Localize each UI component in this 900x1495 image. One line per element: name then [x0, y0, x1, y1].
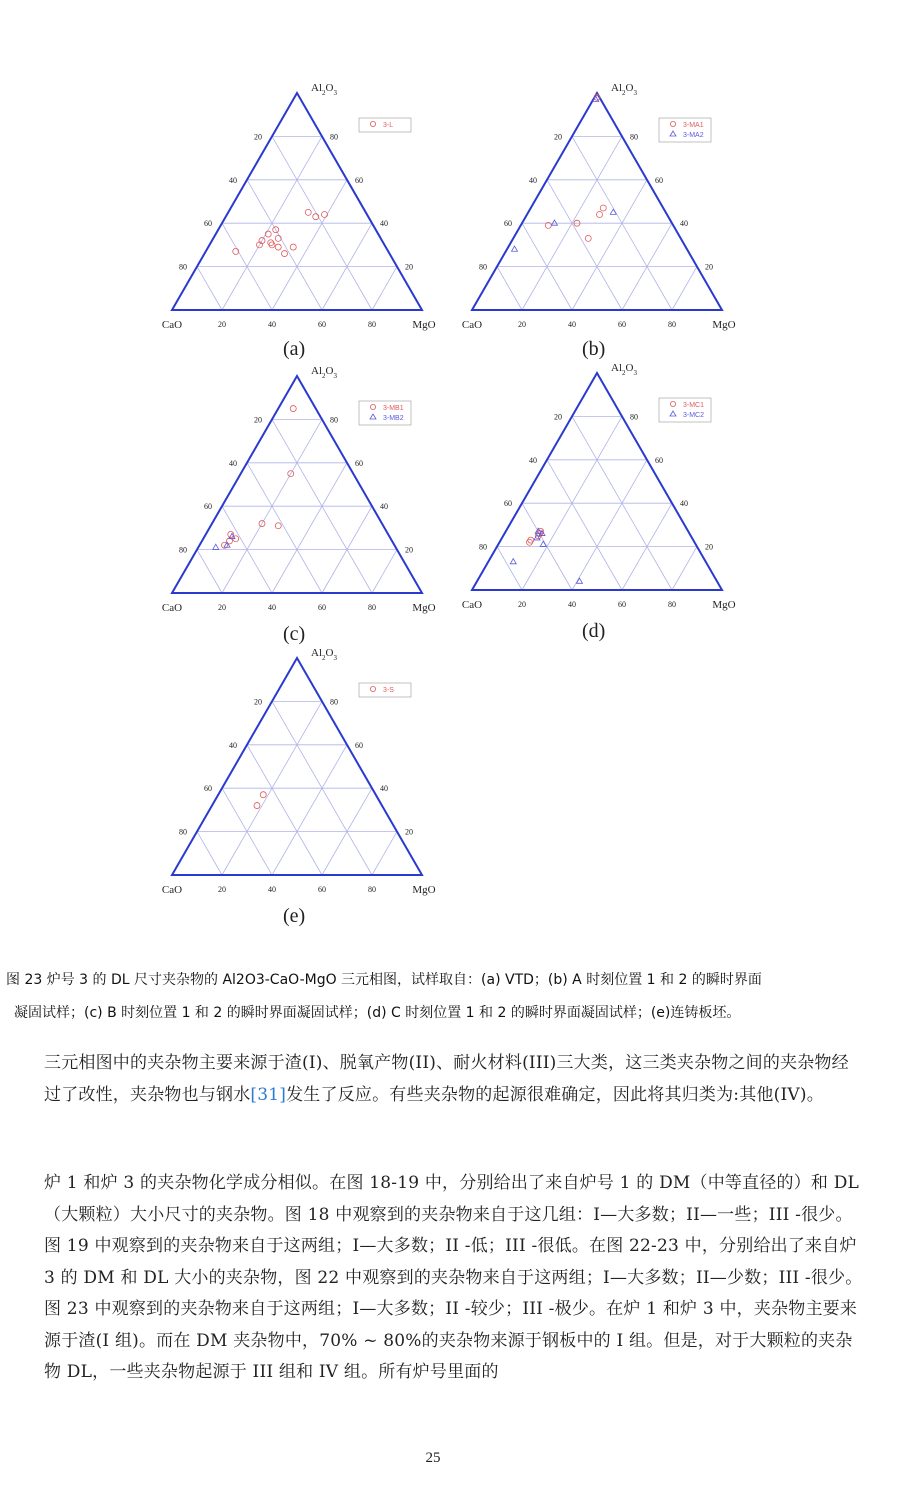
data-point-3-L-11 — [290, 244, 296, 250]
tick-label-left-60: 60 — [204, 502, 212, 512]
grid-line-cao-40 — [247, 745, 322, 875]
grid-line-mgo-40 — [272, 745, 347, 875]
grid-line-cao-40 — [247, 463, 322, 593]
paragraph-1 — [4, 1048, 864, 1111]
ternary-diagram-a — [160, 80, 450, 340]
tick-label-left-20: 20 — [554, 412, 562, 422]
data-point-3-L-12 — [282, 251, 288, 257]
tick-label-bottom-80: 80 — [368, 320, 376, 329]
tick-label-right-60: 60 — [655, 455, 663, 465]
grid-line-mgo-80 — [372, 832, 397, 875]
vertex-label-cao: CaO — [161, 319, 183, 331]
tick-label-right-20: 20 — [405, 827, 413, 837]
tick-label-bottom-60: 60 — [618, 600, 626, 609]
legend-label-3-MB2: 3-MB2 — [383, 415, 404, 422]
tick-label-left-80: 80 — [179, 262, 187, 272]
tick-label-bottom-60: 60 — [318, 885, 326, 894]
tick-label-bottom-80: 80 — [668, 320, 676, 329]
grid-line-mgo-80 — [372, 550, 397, 593]
tick-label-right-40: 40 — [680, 499, 688, 509]
vertex-label-cao: CaO — [461, 319, 483, 331]
tick-label-bottom-20: 20 — [218, 603, 226, 612]
grid-line-cao-40 — [547, 180, 622, 310]
tick-label-left-60: 60 — [504, 499, 512, 509]
ternary-diagram-d — [460, 360, 750, 620]
tick-label-bottom-20: 20 — [518, 600, 526, 609]
tick-label-left-20: 20 — [554, 132, 562, 142]
panel-label-e: (e) — [283, 905, 306, 927]
vertex-label-mgo: MgO — [712, 599, 736, 611]
tick-label-left-40: 40 — [229, 175, 237, 185]
panel-label-a: (a) — [283, 338, 306, 360]
legend-label-3-L: 3-L — [383, 122, 394, 129]
data-point-3-MB1-0 — [290, 406, 296, 412]
legend-label-3-MA1: 3-MA1 — [683, 122, 704, 129]
figure-caption — [6, 964, 886, 1030]
data-point-3-MA1-5 — [585, 235, 591, 241]
grid-line-cao-80 — [197, 267, 222, 310]
tick-label-left-60: 60 — [504, 219, 512, 229]
data-point-3-MC1-4 — [527, 539, 533, 545]
tick-label-bottom-40: 40 — [268, 885, 276, 894]
paragraph-2-text: 炉 1 和炉 3 的夹杂物化学成分相似。在图 18-19 中，分别给出了来自炉号 1 的 DM（中等直径的）和 DL（大颗粒）大小尺寸的夹杂物。图 18 中观察到的夹杂物来自于这几组：I—大多数；II—一些；III -很少。图 19 中观察到的夹杂物来自于这两组；I—大多数；II -低；III -很低。在图 22-23 中，分别给出了来自炉 3 的 DM 和 DL 大小的夹杂物，图 22 中观察到的夹杂物来自于这两组；I—大多数；II—少数；III -很少。图 23 中观察到的夹杂物来自于这两组；I—大多数；II -较少；III -极少。在炉 1 和炉 3 中，夹杂物主要来源于渣(I 组)。而在 DM 夹杂物中，70% ~ 80%的夹杂物来源于钢板中的 I 组。但是，对于大颗粒的夹杂物 DL，一些夹杂物起源于 III 组和 IV 组。所有炉号里面的 — [44, 1173, 863, 1382]
tick-label-left-80: 80 — [179, 827, 187, 837]
tick-label-bottom-40: 40 — [568, 600, 576, 609]
vertex-label-al2o3: $Al_2O_3$ — [311, 365, 337, 380]
citation-link[interactable]: [31] — [250, 1084, 287, 1105]
data-point-3-MB1-3 — [275, 523, 281, 529]
vertex-label-al2o3: $Al_2O_3$ — [611, 362, 637, 377]
tick-label-left-20: 20 — [254, 697, 262, 707]
data-point-3-MC2-4 — [510, 559, 516, 564]
ternary-plot-b — [460, 80, 750, 340]
grid-line-mgo-80 — [672, 267, 697, 310]
grid-line-cao-80 — [197, 550, 222, 593]
tick-label-right-80: 80 — [330, 132, 338, 142]
tick-label-right-60: 60 — [355, 740, 363, 750]
paragraph-1-text-b: 发生了反应。有些夹杂物的起源很难确定，因此将其归类为:其他(IV)。 — [286, 1084, 824, 1105]
ternary-plot-e — [160, 645, 450, 905]
tick-label-left-40: 40 — [529, 175, 537, 185]
tick-label-left-80: 80 — [479, 262, 487, 272]
tick-label-bottom-60: 60 — [618, 320, 626, 329]
grid-line-mgo-80 — [672, 547, 697, 590]
page-number: 25 — [425, 1450, 441, 1466]
tick-label-bottom-20: 20 — [518, 320, 526, 329]
paragraph-2 — [4, 1168, 864, 1389]
tick-label-left-40: 40 — [229, 458, 237, 468]
ternary-plot-c — [160, 363, 450, 623]
data-point-3-MA1-1 — [600, 205, 606, 211]
ternary-diagram-e — [160, 645, 450, 905]
grid-line-mgo-40 — [572, 460, 647, 590]
tick-label-right-20: 20 — [705, 542, 713, 552]
vertex-label-cao: CaO — [461, 599, 483, 611]
tick-label-right-20: 20 — [405, 262, 413, 272]
ternary-plot-a — [160, 80, 450, 340]
vertex-label-al2o3: $Al_2O_3$ — [611, 82, 637, 97]
tick-label-right-20: 20 — [705, 262, 713, 272]
panel-label-d: (d) — [582, 620, 606, 642]
ternary-diagram-b — [460, 80, 750, 340]
tick-label-left-20: 20 — [254, 132, 262, 142]
tick-label-right-60: 60 — [355, 458, 363, 468]
tick-label-right-80: 80 — [330, 697, 338, 707]
grid-line-cao-80 — [197, 832, 222, 875]
vertex-label-mgo: MgO — [712, 319, 736, 331]
vertex-label-cao: CaO — [161, 602, 183, 614]
tick-label-left-80: 80 — [179, 545, 187, 555]
legend-label-3-MB1: 3-MB1 — [383, 405, 404, 412]
panel-label-b: (b) — [582, 338, 606, 360]
tick-label-bottom-40: 40 — [268, 603, 276, 612]
tick-label-right-80: 80 — [330, 415, 338, 425]
caption-line-2: 凝固试样；(c) B 时刻位置 1 和 2 的瞬时界面凝固试样；(d) C 时刻位置 1 和 2 的瞬时界面凝固试样；(e)连铸板坯。 — [14, 1005, 741, 1021]
tick-label-right-20: 20 — [405, 545, 413, 555]
tick-label-right-60: 60 — [655, 175, 663, 185]
tick-label-bottom-80: 80 — [368, 603, 376, 612]
legend-label-3-MC1: 3-MC1 — [683, 402, 705, 409]
tick-label-bottom-60: 60 — [318, 320, 326, 329]
grid-line-mgo-40 — [572, 180, 647, 310]
data-point-3-L-0 — [305, 209, 311, 215]
panel-label-c: (c) — [283, 623, 306, 645]
vertex-label-mgo: MgO — [412, 602, 436, 614]
ternary-diagram-c — [160, 363, 450, 623]
tick-label-bottom-80: 80 — [368, 885, 376, 894]
data-point-3-MA2-3 — [512, 246, 518, 251]
grid-line-cao-40 — [247, 180, 322, 310]
vertex-label-mgo: MgO — [412, 884, 436, 896]
legend-label-3-MC2: 3-MC2 — [683, 412, 705, 419]
legend-label-3-S: 3-S — [383, 687, 394, 694]
tick-label-bottom-60: 60 — [318, 603, 326, 612]
grid-line-mgo-40 — [272, 463, 347, 593]
caption-line-1: 图 23 炉号 3 的 DL 尺寸夹杂物的 Al2O3-CaO-MgO 三元相图，试样取自：(a) VTD；(b) A 时刻位置 1 和 2 的瞬时界面 — [6, 972, 762, 988]
tick-label-left-60: 60 — [204, 219, 212, 229]
tick-label-right-80: 80 — [630, 412, 638, 422]
data-point-3-MA1-2 — [597, 212, 603, 218]
vertex-label-mgo: MgO — [412, 319, 436, 331]
tick-label-right-80: 80 — [630, 132, 638, 142]
tick-label-right-40: 40 — [380, 784, 388, 794]
tick-label-right-40: 40 — [680, 219, 688, 229]
legend-label-3-MA2: 3-MA2 — [683, 132, 704, 139]
tick-label-left-20: 20 — [254, 415, 262, 425]
data-point-3-MA2-2 — [552, 220, 558, 225]
vertex-label-al2o3: $Al_2O_3$ — [311, 647, 337, 662]
data-point-3-MB2-2 — [213, 544, 219, 549]
grid-line-cao-80 — [497, 267, 522, 310]
tick-label-left-80: 80 — [479, 542, 487, 552]
grid-line-mgo-80 — [372, 267, 397, 310]
tick-label-left-40: 40 — [229, 740, 237, 750]
tick-label-bottom-80: 80 — [668, 600, 676, 609]
data-point-3-L-9 — [269, 242, 275, 248]
data-point-3-S-0 — [260, 792, 266, 798]
tick-label-right-60: 60 — [355, 175, 363, 185]
data-point-3-S-1 — [254, 803, 260, 809]
grid-line-mgo-40 — [272, 180, 347, 310]
data-point-3-L-10 — [275, 244, 281, 250]
ternary-plot-d — [460, 360, 750, 620]
grid-line-cao-40 — [547, 460, 622, 590]
grid-line-cao-80 — [497, 547, 522, 590]
tick-label-left-40: 40 — [529, 455, 537, 465]
tick-label-right-40: 40 — [380, 219, 388, 229]
tick-label-left-60: 60 — [204, 784, 212, 794]
tick-label-bottom-40: 40 — [268, 320, 276, 329]
paragraph-1-text-a: 三元相图中的夹杂物主要来源于渣(I)、脱氧产物(II)、耐火材料(III)三大类，这三类夹杂物之间的夹杂物经过了改性，夹杂物也与钢水 — [44, 1053, 849, 1105]
tick-label-bottom-40: 40 — [568, 320, 576, 329]
tick-label-right-40: 40 — [380, 502, 388, 512]
tick-label-bottom-20: 20 — [218, 885, 226, 894]
vertex-label-al2o3: $Al_2O_3$ — [311, 82, 337, 97]
tick-label-bottom-20: 20 — [218, 320, 226, 329]
vertex-label-cao: CaO — [161, 884, 183, 896]
